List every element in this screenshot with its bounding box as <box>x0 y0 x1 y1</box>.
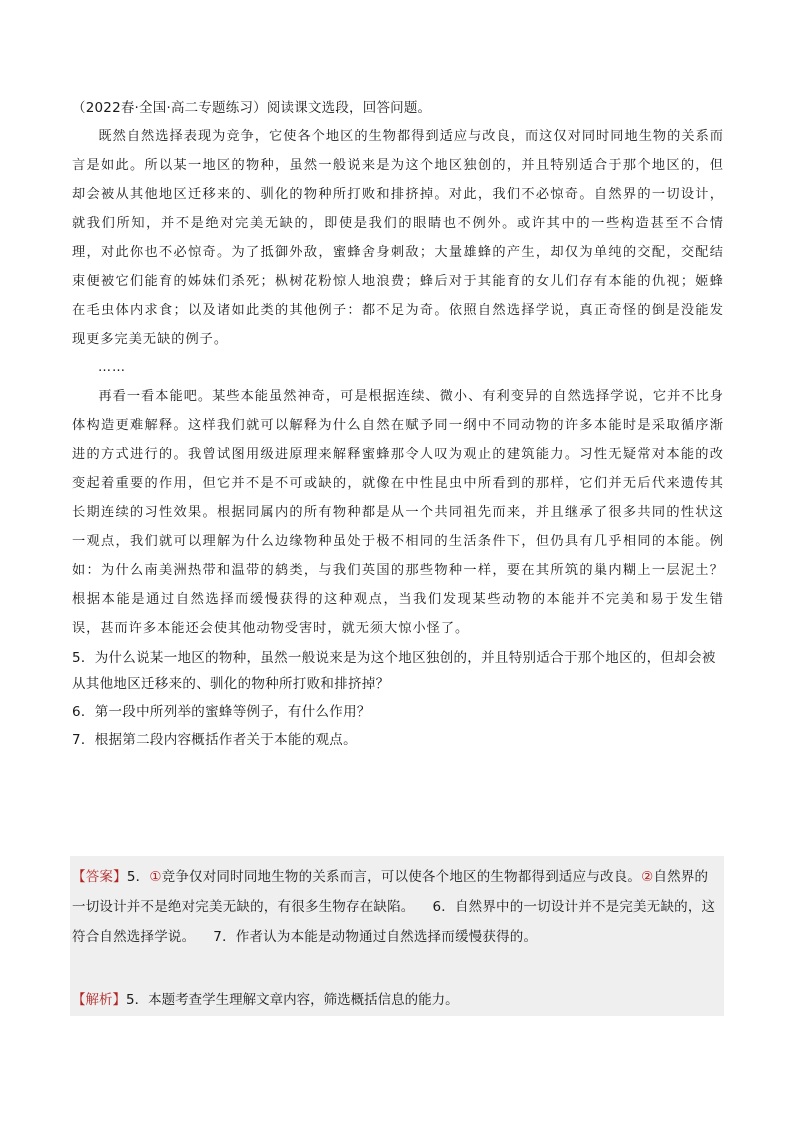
answer-6: 6．自然界中的一切设计并不是完美无缺的，这符合自然选择学说。 <box>72 899 716 945</box>
passage-paragraph-1: 既然自然选择表现为竞争，它使各个地区的生物都得到适应与改良，而这仅对同时同地生物的关系而言是如此。所以某一地区的物种，虽然一般说来是为这个地区独创的，并且特别适合于那个地区的，但却会被从其他地区迁移来的、驯化的物种所打败和排挤掉。对此，我们不必惊奇。自然界的一切设计，就我们所知，并不是绝对完美无缺的，即使是我们的眼睛也不例外。或许其中的一些构造甚至不合情理，对此你也不必惊奇。为了抵御外敌，蜜蜂舍身刺敌；大量雄蜂的产生，却仅为单纯的交配，交配结束便被它们能育的姊妹们杀死；枞树花粉惊人地浪费；蜂后对于其能育的女儿们存有本能的仇视；姬蜂在毛虫体内求食；以及诸如此类的其他例子：都不足为奇。依照自然选择学说，真正奇怪的倒是没能发现更多完美无缺的例子。 <box>72 129 724 347</box>
answer-7: 7．作者认为本能是动物通过自然选择而缓慢获得的。 <box>213 929 538 945</box>
passage-ellipsis: …… <box>98 360 126 375</box>
question-5: 5．为什么说某一地区的物种，虽然一般说来是为这个地区独创的，并且特别适合于那个地区的，但却会被从其他地区迁移来的、驯化的物种所打败和排挤掉？ <box>72 650 716 692</box>
answer-5-part-1: 竞争仅对同时同地生物的关系而言，可以使各个地区的生物都得到适应与改良。 <box>161 869 642 885</box>
analysis-tag: 【解析】 <box>72 992 126 1008</box>
question-7: 7．根据第二段内容概括作者关于本能的观点。 <box>72 732 357 748</box>
passage-paragraph-2: 再看一看本能吧。某些本能虽然神奇，可是根据连续、微小、有利变异的自然选择学说，它并不比身体构造更难解释。这样我们就可以解释为什么自然在赋予同一纲中不同动物的许多本能时是采取循序渐进的方式进行的。我曾试图用级进原理来解释蜜蜂那令人叹为观止的建筑能力。习性无疑常对本能的改变起着重要的作用，但它并不是不可或缺的，就像在中性昆虫中所看到的那样，它们并无后代来遗传其长期连续的习性效果。根据同属内的所有物种都是从一个共同祖先而来，并且继承了很多共同的性状这一观点，我们就可以理解为什么边缘物种虽处于极不相同的生活条件下，但仍具有几乎相同的本能。例如：为什么南美洲热带和温带的鸫类，与我们英国的那些物种一样，要在其所筑的巢内糊上一层泥土？根据本能是通过自然选择而缓慢获得的这种观点，当我们发现某些动物的本能并不完美和易于发生错误，甚而许多本能还会使其他动物受害时，就无须大惊小怪了。 <box>72 389 724 636</box>
answer-5-marker-1: ① <box>149 869 162 885</box>
answer-5-part-2: 自然界的一切设计并不是绝对完美无缺的，有很多生物存在缺陷。 <box>72 869 709 915</box>
answer-5-marker-2: ② <box>641 869 654 885</box>
answer-tag: 【答案】 <box>72 869 127 885</box>
answer-5-number: 5． <box>126 869 150 885</box>
question-section <box>72 96 724 753</box>
answer-content <box>72 862 720 952</box>
question-list <box>72 645 724 753</box>
question-source: （2022春·全国·高二专题练习） <box>72 100 267 116</box>
question-instruction: 阅读课文选段，回答问题。 <box>266 100 432 116</box>
analysis-content <box>72 988 459 1012</box>
answer-box <box>70 856 724 1016</box>
question-intro <box>72 96 724 120</box>
analysis-text: 5．本题考查学生理解文章内容，筛选概括信息的能力。 <box>126 992 459 1008</box>
question-6: 6．第一段中所列举的蜜蜂等例子，有什么作用？ <box>72 704 371 720</box>
